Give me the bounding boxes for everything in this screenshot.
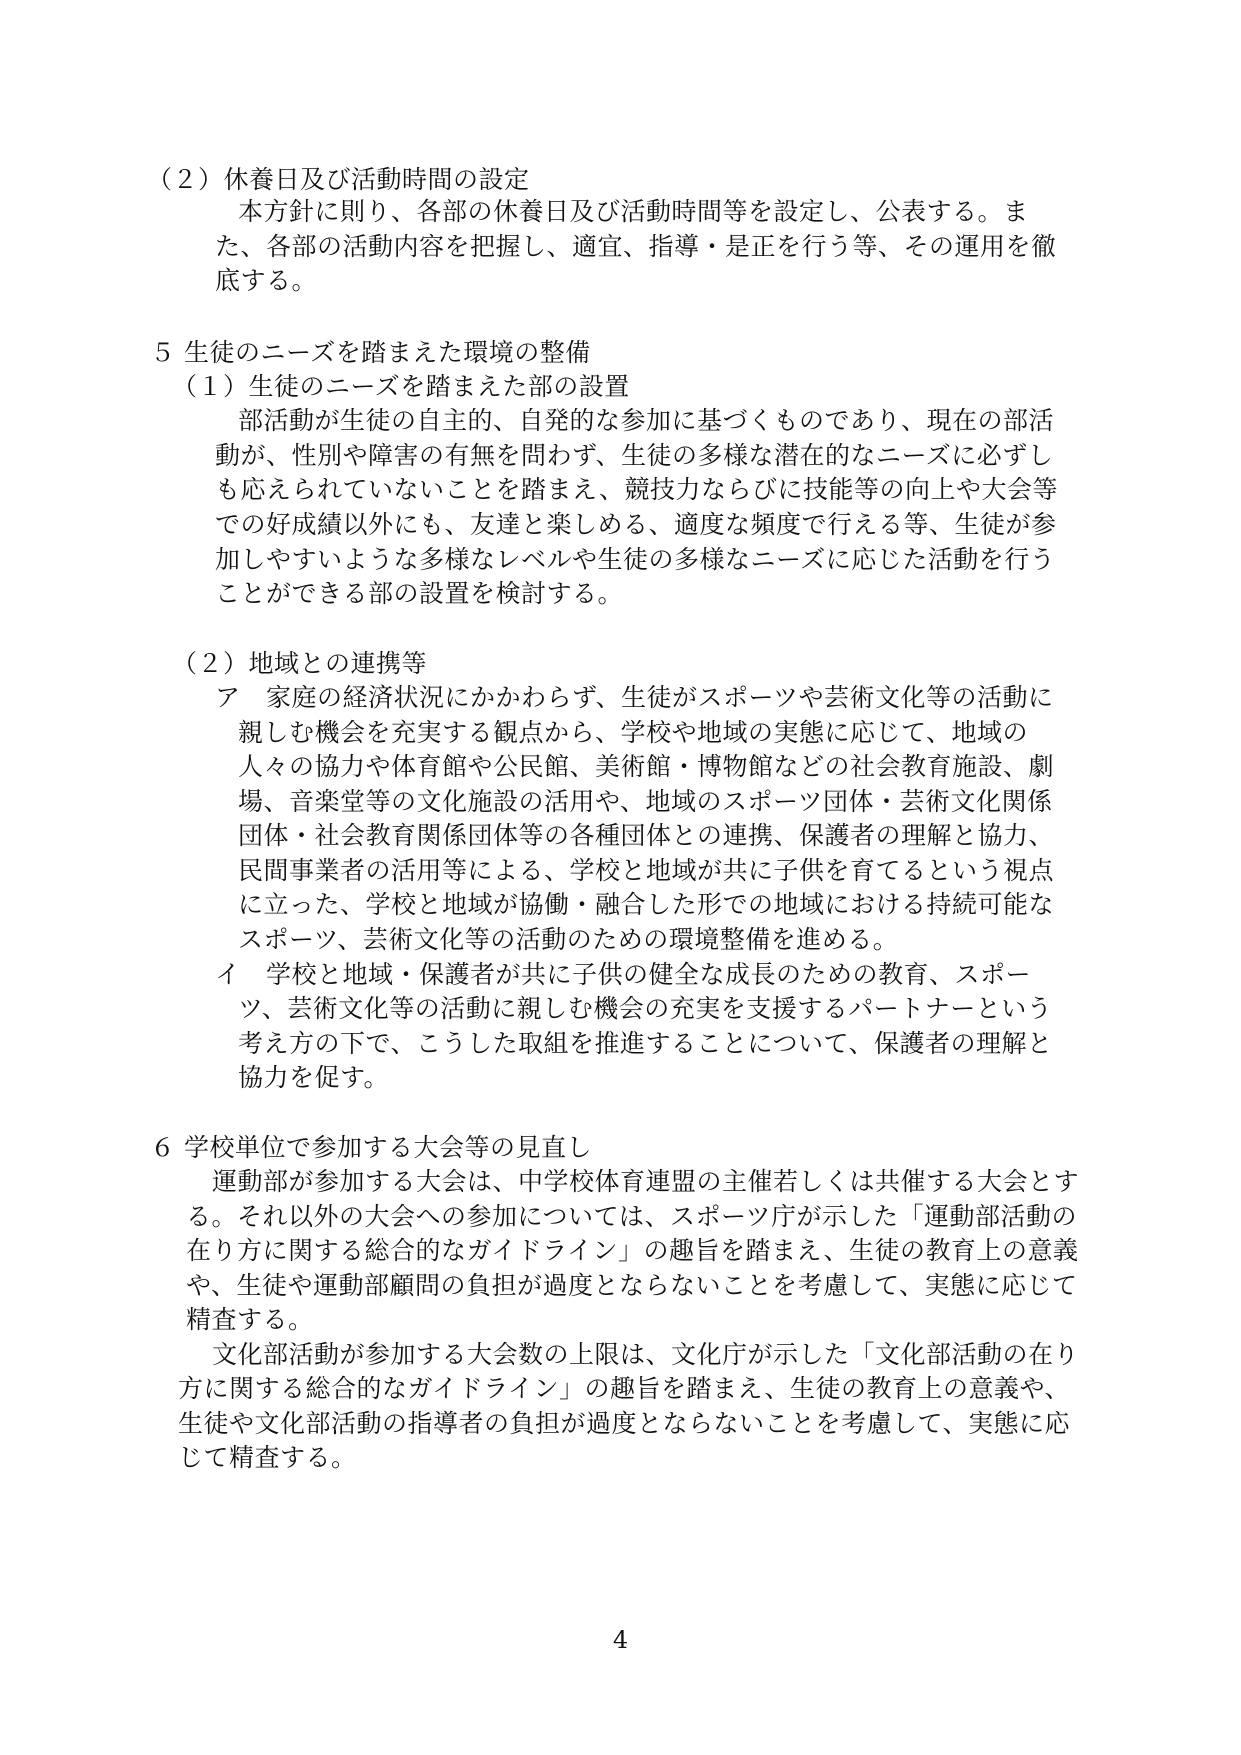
- paragraph-line: 本方針に則り、各部の休養日及び活動時間等を設定し、公表する。ま: [238, 197, 1029, 226]
- page-number: 4: [612, 1626, 629, 1654]
- paragraph-line: 方に関する総合的なガイドライン」の趣旨を踏まえ、生徒の教育上の意義や、: [178, 1374, 1071, 1403]
- list-item-line: ツ、芸術文化等の活動に親しむ機会の充実を支援するパートナーという: [238, 994, 1053, 1023]
- paragraph-line: 在り方に関する総合的なガイドライン」の趣旨を踏まえ、生徒の教育上の意義: [186, 1236, 1079, 1265]
- list-item-line: 考え方の下で、こうした取組を推進することについて、保護者の理解と: [238, 1029, 1053, 1058]
- paragraph-line: 精査する。: [186, 1305, 314, 1334]
- list-item-line: 民間事業者の活用等による、学校と地域が共に子供を育てるという視点: [238, 856, 1055, 885]
- list-item-line: ア 家庭の経済状況にかかわらず、生徒がスポーツや芸術文化等の活動に: [215, 683, 1054, 712]
- paragraph-line: 部活動が生徒の自主的、自発的な参加に基づくものであり、現在の部活: [238, 406, 1055, 435]
- list-item-line: 親しむ機会を充実する観点から、学校や地域の実態に応じて、地域の: [238, 718, 1029, 747]
- list-item-line: スポーツ、芸術文化等の活動のための環境整備を進める。: [238, 925, 899, 954]
- paragraph-line: た、各部の活動内容を把握し、適宜、指導・是正を行う等、その運用を徹: [215, 232, 1057, 261]
- section-heading: ５ 生徒のニーズを踏まえた環境の整備: [150, 338, 591, 367]
- paragraph-line: 動が、性別や障害の有無を問わず、生徒の多様な潜在的なニーズに必ずし: [215, 441, 1054, 470]
- paragraph-line: 底する。: [215, 266, 318, 295]
- subsection-heading: （２）地域との連携等: [172, 649, 428, 678]
- section-heading: ６ 学校単位で参加する大会等の見直し: [150, 1133, 592, 1162]
- list-item-line: 団体・社会教育関係団体等の各種団体との連携、保護者の理解と協力、: [238, 821, 1055, 850]
- paragraph-line: も応えられていないことを踏まえ、競技力ならびに技能等の向上や大会等: [215, 475, 1059, 504]
- list-item-line: 人々の協力や体育館や公民館、美術館・博物館などの社会教育施設、劇: [238, 752, 1055, 781]
- paragraph-line: 生徒や文化部活動の指導者の負担が過度とならないことを考慮して、実態に応: [178, 1409, 1071, 1438]
- paragraph-line: 運動部が参加する大会は、中学校体育連盟の主催若しくは共催する大会とす: [212, 1167, 1080, 1196]
- paragraph-line: じて精査する。: [178, 1443, 357, 1472]
- section-heading: （２）休養日及び活動時間の設定: [147, 165, 530, 194]
- paragraph-line: や、生徒や運動部顧問の負担が過度とならないことを考慮して、実態に応じて: [186, 1271, 1078, 1300]
- list-item-line: 協力を促す。: [238, 1063, 390, 1092]
- subsection-heading: （１）生徒のニーズを踏まえた部の設置: [172, 372, 630, 401]
- paragraph-line: る。それ以外の大会への参加については、スポーツ庁が示した「運動部活動の: [186, 1202, 1078, 1231]
- list-item-line: 場、音楽堂等の文化施設の活用や、地域のスポーツ団体・芸術文化関係: [238, 787, 1053, 816]
- list-item-line: イ 学校と地域・保護者が共に子供の健全な成長のための教育、スポー: [215, 960, 1032, 989]
- list-item-line: に立った、学校と地域が協働・融合した形での地域における持続可能な: [238, 890, 1055, 919]
- paragraph-line: での好成績以外にも、友達と楽しめる、適度な頻度で行える等、生徒が参: [215, 510, 1057, 539]
- paragraph-line: 加しやすいような多様なレベルや生徒の多様なニーズに応じた活動を行う: [215, 545, 1056, 574]
- paragraph-line: 文化部活動が参加する大会数の上限は、文化庁が示した「文化部活動の在り: [212, 1340, 1080, 1369]
- paragraph-line: ことができる部の設置を検討する。: [215, 579, 624, 608]
